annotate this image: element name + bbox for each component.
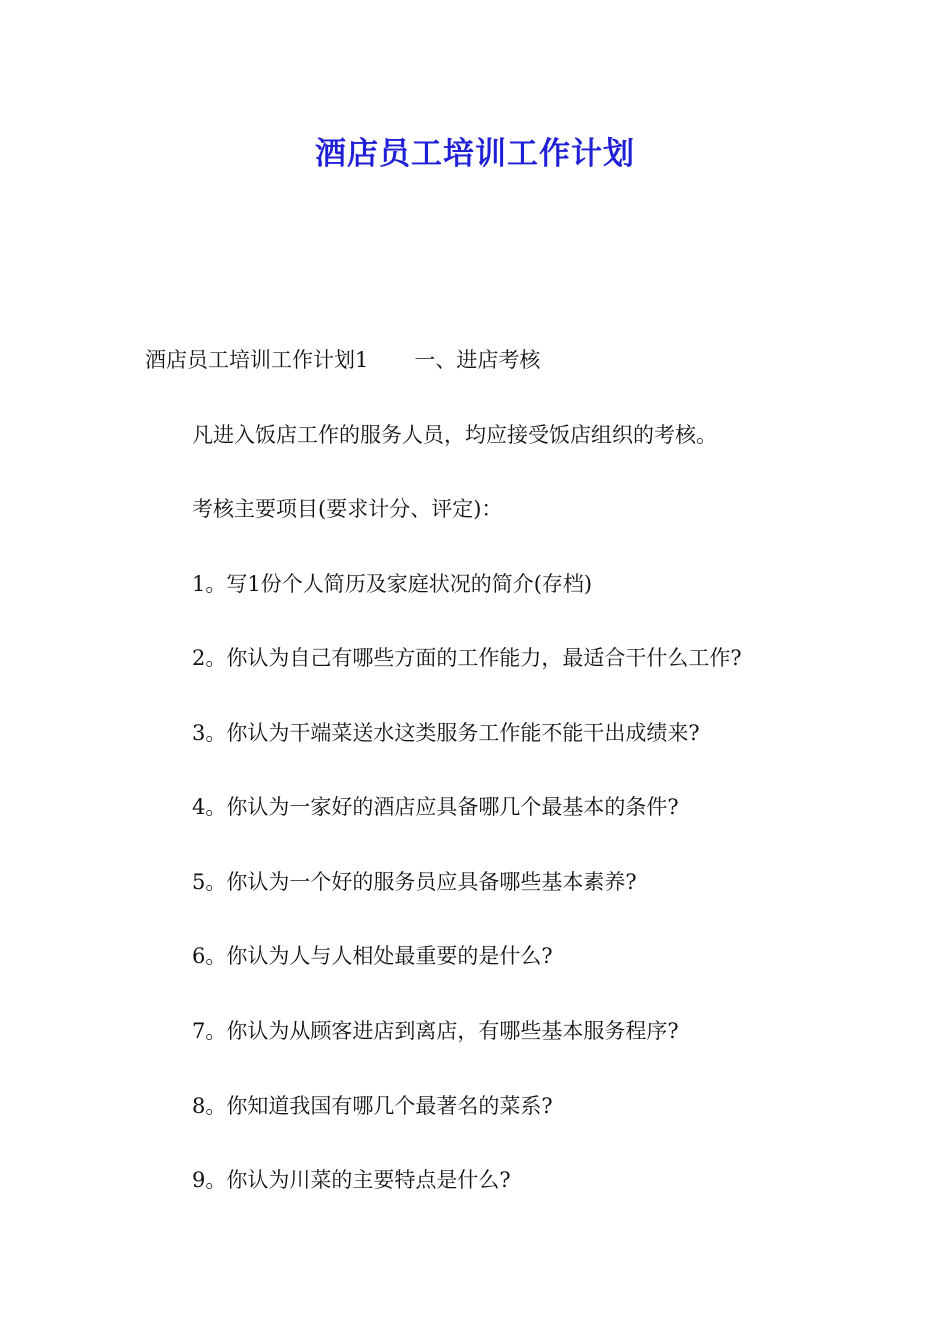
list-item: 7。你认为从顾客进店到离店，有哪些基本服务程序? <box>192 1019 679 1043</box>
section-heading: 一、进店考核 <box>414 348 541 372</box>
list-item: 1。写1份个人简历及家庭状况的简介(存档) <box>192 572 593 596</box>
list-item: 3。你认为干端菜送水这类服务工作能不能干出成绩来? <box>192 721 700 745</box>
list-item: 9。你认为川菜的主要特点是什么? <box>192 1168 511 1192</box>
assessment-items-heading: 考核主要项目(要求计分、评定)： <box>192 497 503 521</box>
document-title: 酒店员工培训工作计划 <box>315 136 635 172</box>
list-item: 8。你知道我国有哪几个最著名的菜系? <box>192 1094 553 1118</box>
intro-paragraph: 凡进入饭店工作的服务人员，均应接受饭店组织的考核。 <box>192 423 717 447</box>
plan-subtitle: 酒店员工培训工作计划1 <box>145 348 369 372</box>
list-item: 2。你认为自己有哪些方面的工作能力，最适合干什么工作? <box>192 646 742 670</box>
subtitle-line <box>145 345 540 375</box>
list-item: 6。你认为人与人相处最重要的是什么? <box>192 944 553 968</box>
list-item: 4。你认为一家好的酒店应具备哪几个最基本的条件? <box>192 795 679 819</box>
list-item: 5。你认为一个好的服务员应具备哪些基本素养? <box>192 870 637 894</box>
